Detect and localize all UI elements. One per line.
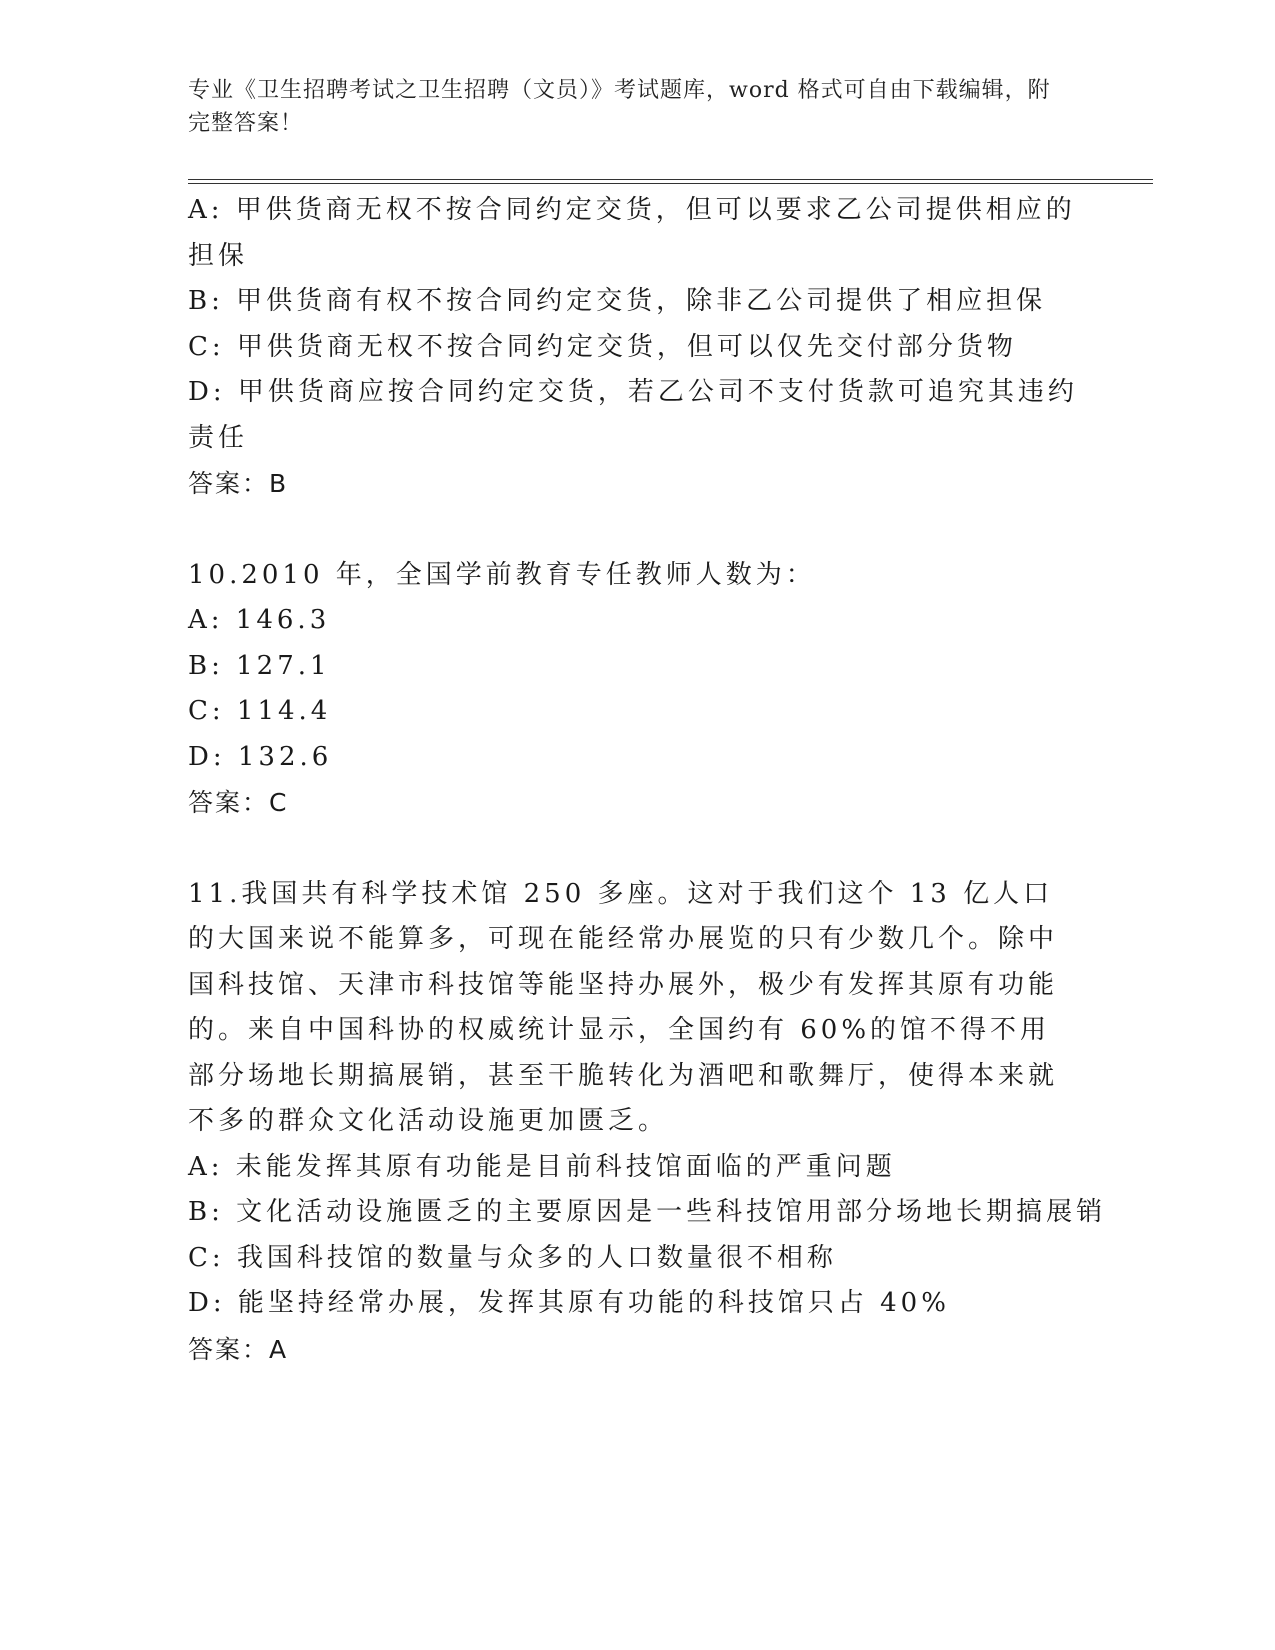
question-text: 10.2010 年，全国学前教育专任教师人数为：: [188, 559, 816, 590]
option-d: D: 甲供货商应按合同约定交货，若乙公司不支付货款可追究其违约责任: [188, 377, 1078, 453]
option-d: D: 能坚持经常办展，发挥其原有功能的科技馆只占 40%: [188, 1288, 950, 1318]
option-b: B: 127.1: [188, 650, 331, 681]
option-a: A: 甲供货商无权不按合同约定交货，但可以要求乙公司提供相应的担保: [188, 195, 1076, 271]
option-d: D: 132.6: [188, 741, 333, 772]
question-text: 11.我国共有科学技术馆 250 多座。这对于我们这个 13 亿人口的大国来说不能算多，可现在能经常办展览的只有少数几个。除中国科技馆、天津市科技馆等能坚持办展外，极少有发挥其原有功能的。来自中国科协的权威统计显示，全国约有 60%的馆不得不用部分场地长期搞展销，甚至干脆转化为酒吧和歌舞厅，使得本来就不多的群众文化活动设施更加匮乏。: [188, 878, 1059, 1136]
header-divider-top: [188, 179, 1153, 180]
option-b: B: 甲供货商有权不按合同约定交货，除非乙公司提供了相应担保: [188, 286, 1047, 316]
option-c: C: 114.4: [188, 696, 332, 726]
answer-label: 答案：C: [188, 788, 289, 817]
question-content: [188, 188, 1107, 1372]
header-divider-bottom: [188, 183, 1153, 184]
answer-label: 答案：B: [188, 469, 289, 498]
option-b: B: 文化活动设施匮乏的主要原因是一些科技馆用部分场地长期搞展销: [188, 1197, 1107, 1227]
question-11: [188, 872, 1107, 1373]
option-a: A: 未能发挥其原有功能是目前科技馆面临的严重问题: [188, 1151, 896, 1182]
option-a: A: 146.3: [188, 605, 331, 635]
answer-label: 答案：A: [188, 1334, 289, 1364]
question-9: [188, 188, 1088, 507]
question-10: [188, 553, 1088, 826]
option-c: C: 我国科技馆的数量与众多的人口数量很不相称: [188, 1242, 837, 1273]
page-header: 专业《卫生招聘考试之卫生招聘（文员）》考试题库，word 格式可自由下载编辑，附完整答案！: [188, 78, 1051, 136]
option-c: C: 甲供货商无权不按合同约定交货，但可以仅先交付部分货物: [188, 331, 1017, 362]
